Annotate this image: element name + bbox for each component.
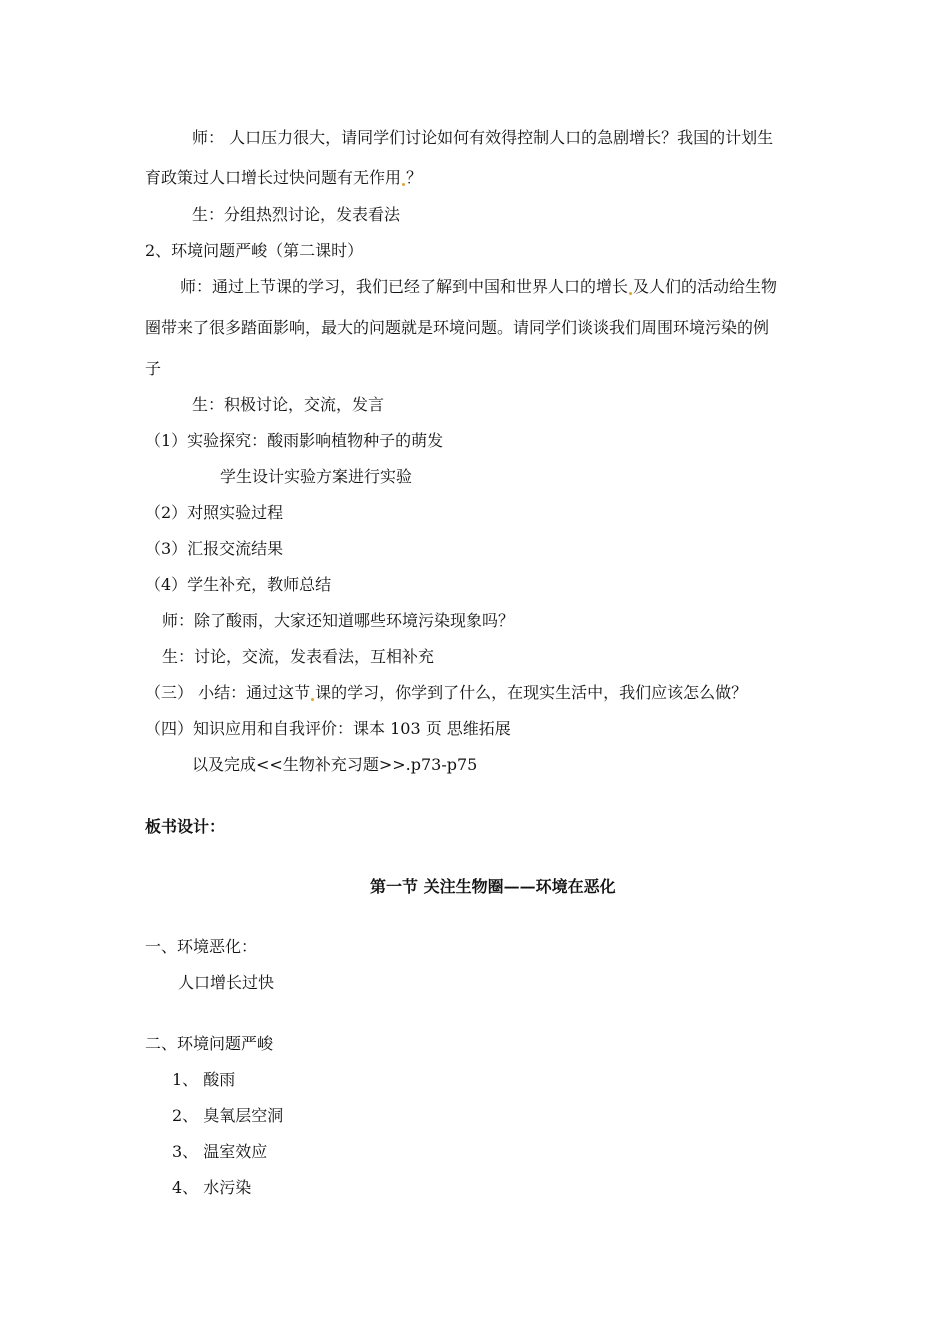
activity-item-1: （1）实验探究：酸雨影响植物种子的萌发 xyxy=(145,431,444,450)
application-sub: 以及完成<<生物补充习题>>.p73-p75 xyxy=(192,755,478,774)
teacher-question-line2-text: 育政策过人口增长过快问题有无作用 xyxy=(145,168,402,187)
teacher-question-line2 xyxy=(145,168,422,188)
highlight-mark xyxy=(311,698,314,701)
teacher-intro-line1b: 及人们的活动给生物 xyxy=(633,277,778,296)
activity-item-1-sub: 学生设计实验方案进行实验 xyxy=(220,467,413,486)
summary-a: （三） 小结：通过这节 xyxy=(145,683,311,702)
activity-item-3: （3）汇报交流结果 xyxy=(145,539,284,558)
board-list-item: 2、 臭氧层空洞 xyxy=(172,1106,284,1125)
teacher-question-line1: 师： 人口压力很大，请同学们讨论如何有效得控制人口的急剧增长？我国的计划生 xyxy=(192,128,774,147)
teacher-intro-line3: 子 xyxy=(145,359,162,378)
board-section-1: 一、环境恶化： xyxy=(145,937,258,956)
student-response: 生：分组热烈讨论，发表看法 xyxy=(192,205,401,224)
activity-item-4: （4）学生补充，教师总结 xyxy=(145,575,332,594)
board-list-item: 3、 温室效应 xyxy=(172,1142,268,1161)
highlight-mark xyxy=(402,183,405,186)
summary-line xyxy=(145,683,747,703)
teacher-followup: 师：除了酸雨，大家还知道哪些环境污染现象吗？ xyxy=(162,611,515,630)
summary-b: 课的学习，你学到了什么，在现实生活中，我们应该怎么做？ xyxy=(315,683,748,702)
student-followup: 生：讨论，交流，发表看法，互相补充 xyxy=(162,647,435,666)
board-title: 第一节 关注生物圈——环境在恶化 xyxy=(370,877,616,896)
student-discussion: 生：积极讨论，交流，发言 xyxy=(192,395,385,414)
teacher-intro-line1 xyxy=(180,277,777,297)
board-section-2: 二、环境问题严峻 xyxy=(145,1034,274,1053)
application-line: （四）知识应用和自我评价：课本 103 页 思维拓展 xyxy=(145,719,511,738)
activity-item-2: （2）对照实验过程 xyxy=(145,503,284,522)
teacher-intro-line1a: 师：通过上节课的学习，我们已经了解到中国和世界人口的增长 xyxy=(180,277,629,296)
board-design-label: 板书设计： xyxy=(145,817,226,836)
board-list-item: 4、 水污染 xyxy=(172,1178,252,1197)
board-list-item: 1、 酸雨 xyxy=(172,1070,236,1089)
teacher-question-line2-end: ？ xyxy=(406,168,423,187)
section-heading-2: 2、环境问题严峻（第二课时） xyxy=(145,241,364,260)
highlight-mark xyxy=(629,292,632,295)
teacher-intro-line2: 圈带来了很多踏面影响，最大的问题就是环境问题。请同学们谈谈我们周围环境污染的例 xyxy=(145,318,770,337)
board-section-1-item: 人口增长过快 xyxy=(178,973,275,992)
